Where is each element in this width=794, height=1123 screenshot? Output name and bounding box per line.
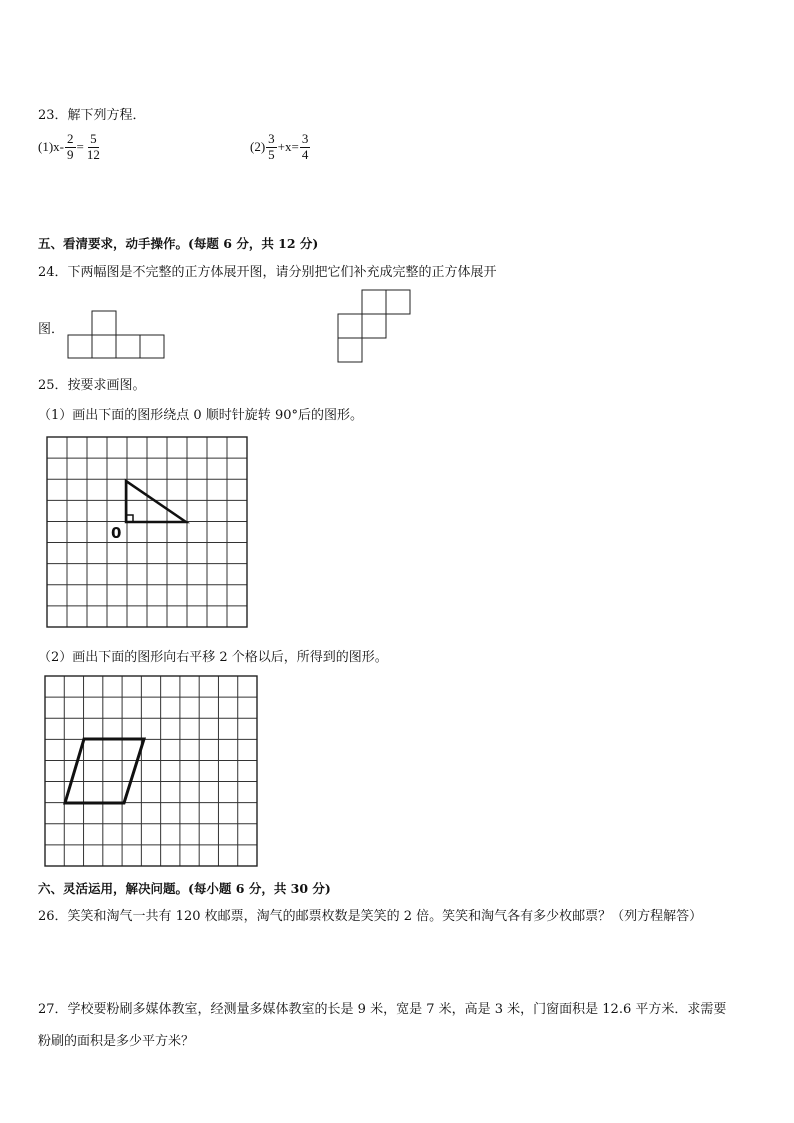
- q23-title: 23．解下列方程．: [38, 108, 146, 123]
- eq2-plus-x-equals: +x=: [277, 139, 299, 155]
- cube-net-2: [337, 289, 413, 365]
- eq2-f2-numerator: 3: [301, 131, 309, 146]
- section6-heading: 六、灵活运用，解决问题。(每小题 6 分，共 30 分): [38, 881, 331, 896]
- point-o-label: 0: [111, 524, 122, 542]
- eq1-f2-denominator: 12: [86, 146, 100, 162]
- grid-2: [44, 675, 260, 870]
- net2-square: [362, 314, 386, 338]
- net2-square: [362, 290, 386, 314]
- eq2-fraction-1: [266, 132, 277, 163]
- net1-square: [116, 335, 140, 358]
- net2-square: [338, 338, 362, 362]
- eq2-prefix: (2): [250, 139, 266, 155]
- q26-text: 26．笑笑和淘气一共有 120 枚邮票，淘气的邮票枚数是笑笑的 2 倍。笑笑和淘气各有多少枚邮票？（列方程解答）: [38, 909, 703, 924]
- grid-1-lines: [47, 437, 247, 627]
- net2-square: [386, 290, 410, 314]
- net1-square: [68, 335, 92, 358]
- eq1-fraction-2: [85, 132, 102, 163]
- eq2-f1-denominator: 5: [268, 146, 275, 162]
- q25-part2: （2）画出下面的图形向右平移 2 个格以后，所得到的图形。: [38, 650, 388, 665]
- eq1-equals: =: [76, 139, 84, 155]
- parallelogram: [65, 739, 144, 803]
- eq1-f1-numerator: 2: [67, 131, 74, 146]
- net2-square: [338, 314, 362, 338]
- cube-net-1: [67, 311, 167, 361]
- q24-line1: 24．下两幅图是不完整的正方体展开图，请分别把它们补充成完整的正方体展开: [38, 265, 497, 280]
- section5-heading: 五、看清要求，动手操作。(每题 6 分，共 12 分): [38, 236, 319, 251]
- equation-1: [38, 132, 103, 163]
- eq1-f1-denominator: 9: [67, 146, 74, 162]
- q27-line2: 粉刷的面积是多少平方米？: [38, 1034, 195, 1049]
- right-triangle: [126, 481, 186, 522]
- eq2-f1-numerator: 3: [268, 131, 275, 146]
- q25-part1: （1）画出下面的图形绕点 0 顺时针旋转 90°后的图形。: [38, 408, 363, 423]
- grid-1: [46, 436, 251, 631]
- q27-line1: 27．学校要粉刷多媒体教室，经测量多媒体教室的长是 9 米，宽是 7 米，高是 3 米，门窗面积是 12.6 平方米．求需要: [38, 1002, 727, 1017]
- q24-line2: 图．: [38, 322, 65, 337]
- eq1-fraction-1: [65, 132, 76, 163]
- net1-square: [140, 335, 164, 358]
- eq1-f2-numerator: 5: [90, 131, 97, 146]
- net1-square: [92, 335, 116, 358]
- q25-title: 25．按要求画图。: [38, 378, 146, 393]
- equation-2: [250, 132, 311, 163]
- eq2-f2-denominator: 4: [301, 146, 309, 162]
- grid-2-lines: [45, 676, 257, 866]
- grid-2-border: [45, 676, 257, 866]
- eq1-prefix: (1)x-: [38, 139, 64, 155]
- net1-square: [92, 311, 116, 335]
- eq2-fraction-2: [300, 132, 311, 163]
